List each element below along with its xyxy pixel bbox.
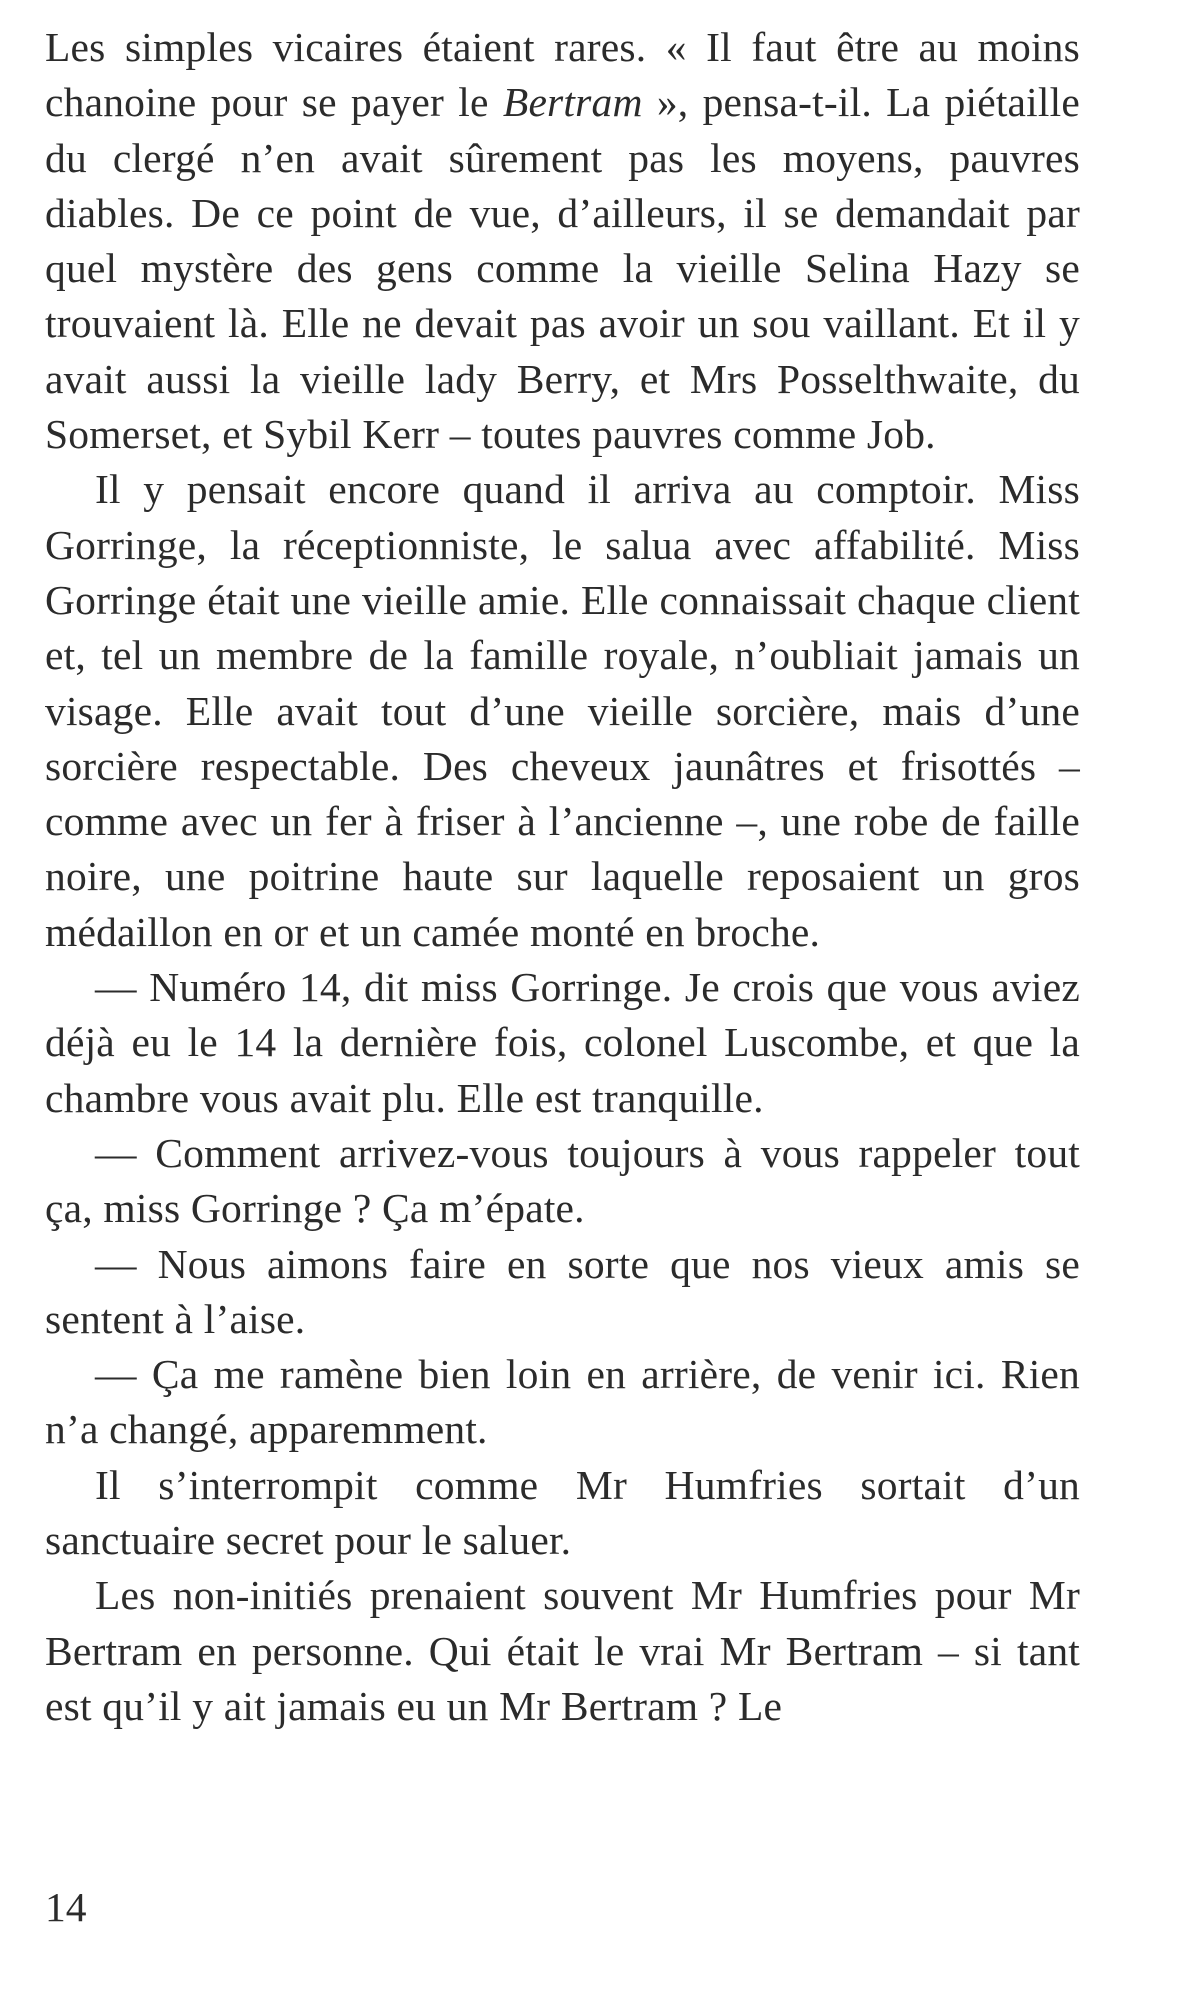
paragraph-8 [45,1568,1080,1734]
paragraph-1 [45,20,1080,462]
paragraph-2-text: Il y pensait encore quand il arriva au comptoir. Miss Gorringe, la réceptionniste, le salua avec affabilité. Miss Gorringe était une vieille amie. Elle connaissait chaque client et, tel un membre de la famille royale, n’oubliait jamais un visage. Elle avait tout d’une vieille sorcière, mais d’une sorcière respectable. Des cheveux jaunâtres et frisottés – comme avec un fer à friser à l’ancienne –, une robe de faille noire, une poitrine haute sur laquelle reposaient un gros médaillon en or et un camée monté en broche. [45,466,1080,955]
book-title-italic: Bertram [502,79,643,126]
paragraph-3 [45,960,1080,1126]
paragraph-1-text-a: Les simples vicaires étaient rares. « Il faut être au moins chanoine pour se payer le [45,24,1080,126]
paragraph-7-text: Il s’interrompit comme Mr Humfries sortait d’un sanctuaire secret pour le saluer. [45,1461,1080,1564]
paragraph-2 [45,462,1080,960]
paragraph-8-text: Les non-initiés prenaient souvent Mr Humfries pour Mr Bertram en personne. Qui était le vrai Mr Bertram – si tant est qu’il y ait jamais eu un Mr Bertram ? Le [45,1572,1080,1729]
paragraph-3-text: — Numéro 14, dit miss Gorringe. Je crois que vous aviez déjà eu le 14 la dernière fois, colonel Luscombe, et que la chambre vous avait plu. Elle est tranquille. [45,964,1080,1121]
paragraph-4-text: — Comment arrivez-vous toujours à vous rappeler tout ça, miss Gorringe ? Ça m’épate. [45,1129,1080,1232]
paragraph-5-text: — Nous aimons faire en sorte que nos vieux amis se sentent à l’aise. [45,1240,1080,1342]
paragraph-6 [45,1347,1080,1458]
paragraph-7 [45,1458,1080,1569]
paragraph-6-text: — Ça me ramène bien loin en arrière, de venir ici. Rien n’a changé, apparemment. [45,1351,1080,1453]
paragraph-4 [45,1126,1080,1237]
paragraph-1-text-b: », pensa-t-il. La piétaille du clergé n’en avait sûrement pas les moyens, pauvres diables. De ce point de vue, d’ailleurs, il se demandait par quel mystère des gens comme la vieille Selina Hazy se trouvaient là. Elle ne devait pas avoir un sou vaillant. Et il y avait aussi la vieille lady Berry, et Mrs Posselthwaite, du Somerset, et Sybil Kerr – toutes pauvres comme Job. [45,79,1080,458]
book-page-body [45,20,1080,1734]
paragraph-5 [45,1237,1080,1348]
page-number: 14 [45,1884,87,1930]
